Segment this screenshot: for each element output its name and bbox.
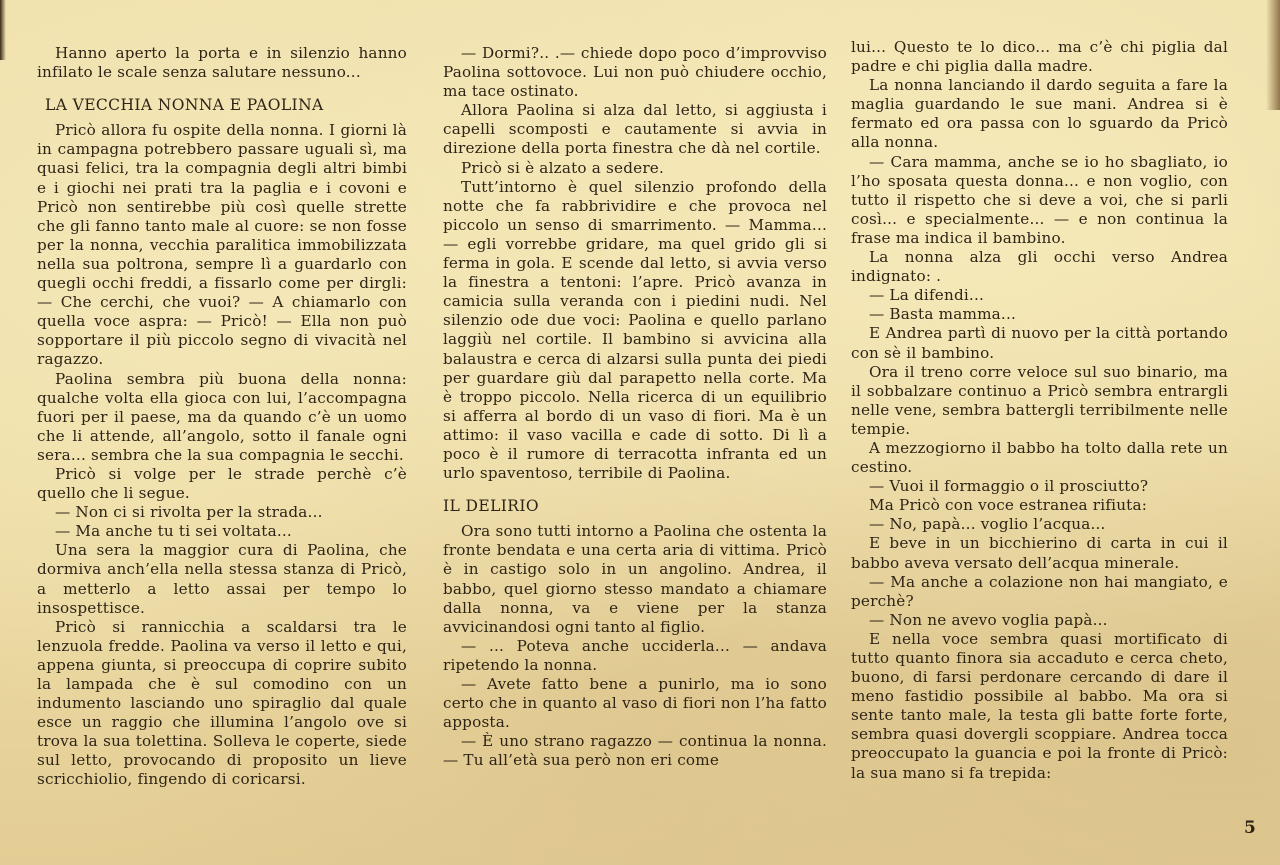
dialogue-line: — Ma anche tu ti sei voltata... bbox=[55, 522, 292, 541]
text-column-3 bbox=[851, 38, 1228, 783]
paragraph: Pricò si volge per le strade perchè c’è quello che li segue. bbox=[37, 464, 407, 503]
dialogue-line: — Non ne avevo voglia papà... bbox=[869, 610, 1108, 629]
paragraph: E nella voce sembra quasi mortificato di tutto quanto finora sia accaduto e cerca cheto, buono, di farsi perdonare cercando di dare il meno fastidio possibile al babbo. Ma ora si sente tanto male, la testa gli batte forte forte, sembra quasi dovergli scoppiare. Andrea tocca preoccupato la guancia e poi la fronte di Pricò: la sua mano si fa trepida: bbox=[851, 629, 1228, 782]
paragraph: Tutt’intorno è quel silenzio profondo della notte che fa rabbrividire e che provoca nel piccolo un senso di smarrimento. — Mamma... — egli vorrebbe gridare, ma quel grido gli si ferma in gola. E scende dal letto, si avvia verso la finestra a tentoni: l’apre. Pricò avanza in camicia sulla veranda con i piedini nudi. Nel silenzio ode due voci: Paolina e quello parlano laggiù nel cortile. Il bambino si avvicina alla balaustra e cerca di alzarsi sulla punta dei piedi per guardare giù dal parapetto nella corte. Ma è troppo piccolo. Nella ricerca di un equilibrio si afferra al bordo di un vaso di fiori. Ma è un attimo: il vaso vacilla e cade di sotto. Di lì a poco è il rumore di terracotta infranta ed un urlo spaventoso, terribile di Paolina. bbox=[443, 177, 827, 483]
dialogue-line: — ... Poteva anche ucciderla... — andava ripetendo la nonna. bbox=[443, 636, 827, 674]
dialogue-line: — Cara mamma, anche se io ho sbagliato, io l’ho sposata questa donna... e non voglio, con tutto il rispetto che si deve a voi, che si parli così... e specialmente... — e non continua la frase ma indica il bambino. bbox=[851, 152, 1228, 247]
dialogue-line: — È uno strano ragazzo — continua la nonna. — Tu all’età sua però non eri come bbox=[443, 732, 827, 770]
paragraph: Pricò si è alzato a sedere. bbox=[461, 158, 665, 177]
text-column-1 bbox=[37, 44, 407, 790]
section-heading-delirio: IL DELIRIO bbox=[443, 497, 540, 516]
text-column-2 bbox=[443, 44, 827, 770]
page-edge-shadow bbox=[0, 0, 6, 60]
dialogue-line: — Avete fatto bene a punirlo, ma io sono certo che in quanto al vaso di fiori non l’ha fatto apposta. bbox=[443, 675, 827, 732]
dialogue-line: — Dormi?.. .— chiede dopo poco d’improvviso Paolina sottovoce. Lui non può chiudere occhio, ma tace ostinato. bbox=[443, 44, 827, 101]
paragraph: A mezzogiorno il babbo ha tolto dalla rete un cestino. bbox=[851, 438, 1228, 477]
paragraph: La nonna lanciando il dardo seguita a fare la maglia guardando le sue mani. Andrea si è fermato ed ora passa con lo sguardo da Pricò alla nonna. bbox=[851, 76, 1228, 152]
paragraph: E beve in un bicchierino di carta in cui il babbo aveva versato dell’acqua minerale. bbox=[851, 534, 1228, 572]
paragraph: Pricò allora fu ospite della nonna. I giorni là in campagna potrebbero passare uguali sì, ma quasi felici, tra la compagnia degli altri bimbi e i giochi nei prati tra la paglia e i covoni e Pricò non sentirebbe più così quelle strette che gli fanno tanto male al cuore: se non fosse per la nonna, vecchia paralitica immobilizzata nella sua poltrona, sempre lì a guardarlo con quegli occhi freddi, a fissarlo come per dirgli: — Che cerchi, che vuoi? — A chiamarlo con quella voce aspra: — Pricò! — Ella non può sopportare il più piccolo segno di vivacità nel ragazzo. bbox=[37, 121, 407, 369]
paragraph: Pricò si rannicchia a scaldarsi tra le lenzuola fredde. Paolina va verso il letto e qui, appena giunta, si preoccupa di coprire subito la lampada che è sul comodino con un indumento lasciando uno spiraglio dal quale esce un raggio che illumina l’angolo ove si trova la sua tolettina. Solleva le coperte, siede sul letto, provocando di proposito un lieve scricchiolio, fingendo di coricarsi. bbox=[37, 617, 407, 789]
paragraph: Paolina sembra più buona della nonna: qualche volta ella gioca con lui, l’accompagna fuori per il paese, ma da quando c’è un uomo che li attende, all’angolo, sotto il fanale ogni sera... sembra che la sua compagnia le secchi. bbox=[37, 369, 407, 464]
dialogue-line: — Ma anche a colazione non hai mangiato, e perchè? bbox=[851, 572, 1228, 610]
paragraph: Ma Pricò con voce estranea rifiuta: bbox=[869, 496, 1148, 515]
paragraph: Ora il treno corre veloce sul suo binario, ma il sobbalzare continuo a Pricò sembra entrargli nelle vene, sembra battergli terribilmente nelle tempie. bbox=[851, 362, 1228, 438]
paragraph: Allora Paolina si alza dal letto, si aggiusta i capelli scomposti e cautamente si avvia in direzione della porta finestra che dà nel cortile. bbox=[443, 101, 827, 158]
paragraph: Una sera la maggior cura di Paolina, che dormiva anch’ella nella stessa stanza di Pricò, a metterlo a letto assai per tempo lo insospettisce. bbox=[37, 541, 407, 617]
paragraph: E Andrea partì di nuovo per la città portando con sè il bambino. bbox=[851, 324, 1228, 362]
paragraph: Ora sono tutti intorno a Paolina che ostenta la fronte bendata e una certa aria di vittima. Pricò è in castigo solo in un angolino. Andrea, il babbo, quel giorno stesso mandato a chiamare dalla nonna, va e viene per la stanza avvicinandosi ogni tanto al figlio. bbox=[443, 522, 827, 636]
paragraph: La nonna alza gli occhi verso Andrea indignato: . bbox=[851, 248, 1228, 286]
dialogue-line: — La difendi... bbox=[869, 286, 985, 305]
paragraph: Hanno aperto la porta e in silenzio hanno infilato le scale senza salutare nessuno... bbox=[37, 44, 407, 82]
page-number: 5 bbox=[1244, 818, 1256, 838]
dialogue-line: — Non ci si rivolta per la strada... bbox=[55, 503, 323, 522]
paragraph-continuation: lui... Questo te lo dico... ma c’è chi piglia dal padre e chi piglia dalla madre. bbox=[851, 38, 1228, 76]
dialogue-line: — Basta mamma... bbox=[869, 305, 1017, 324]
page-edge-wear bbox=[1266, 0, 1280, 110]
section-heading-vecchia-nonna: LA VECCHIA NONNA E PAOLINA bbox=[45, 96, 324, 115]
dialogue-line: — No, papà... voglio l’acqua... bbox=[869, 515, 1106, 534]
dialogue-line: — Vuoi il formaggio o il prosciutto? bbox=[869, 477, 1149, 496]
